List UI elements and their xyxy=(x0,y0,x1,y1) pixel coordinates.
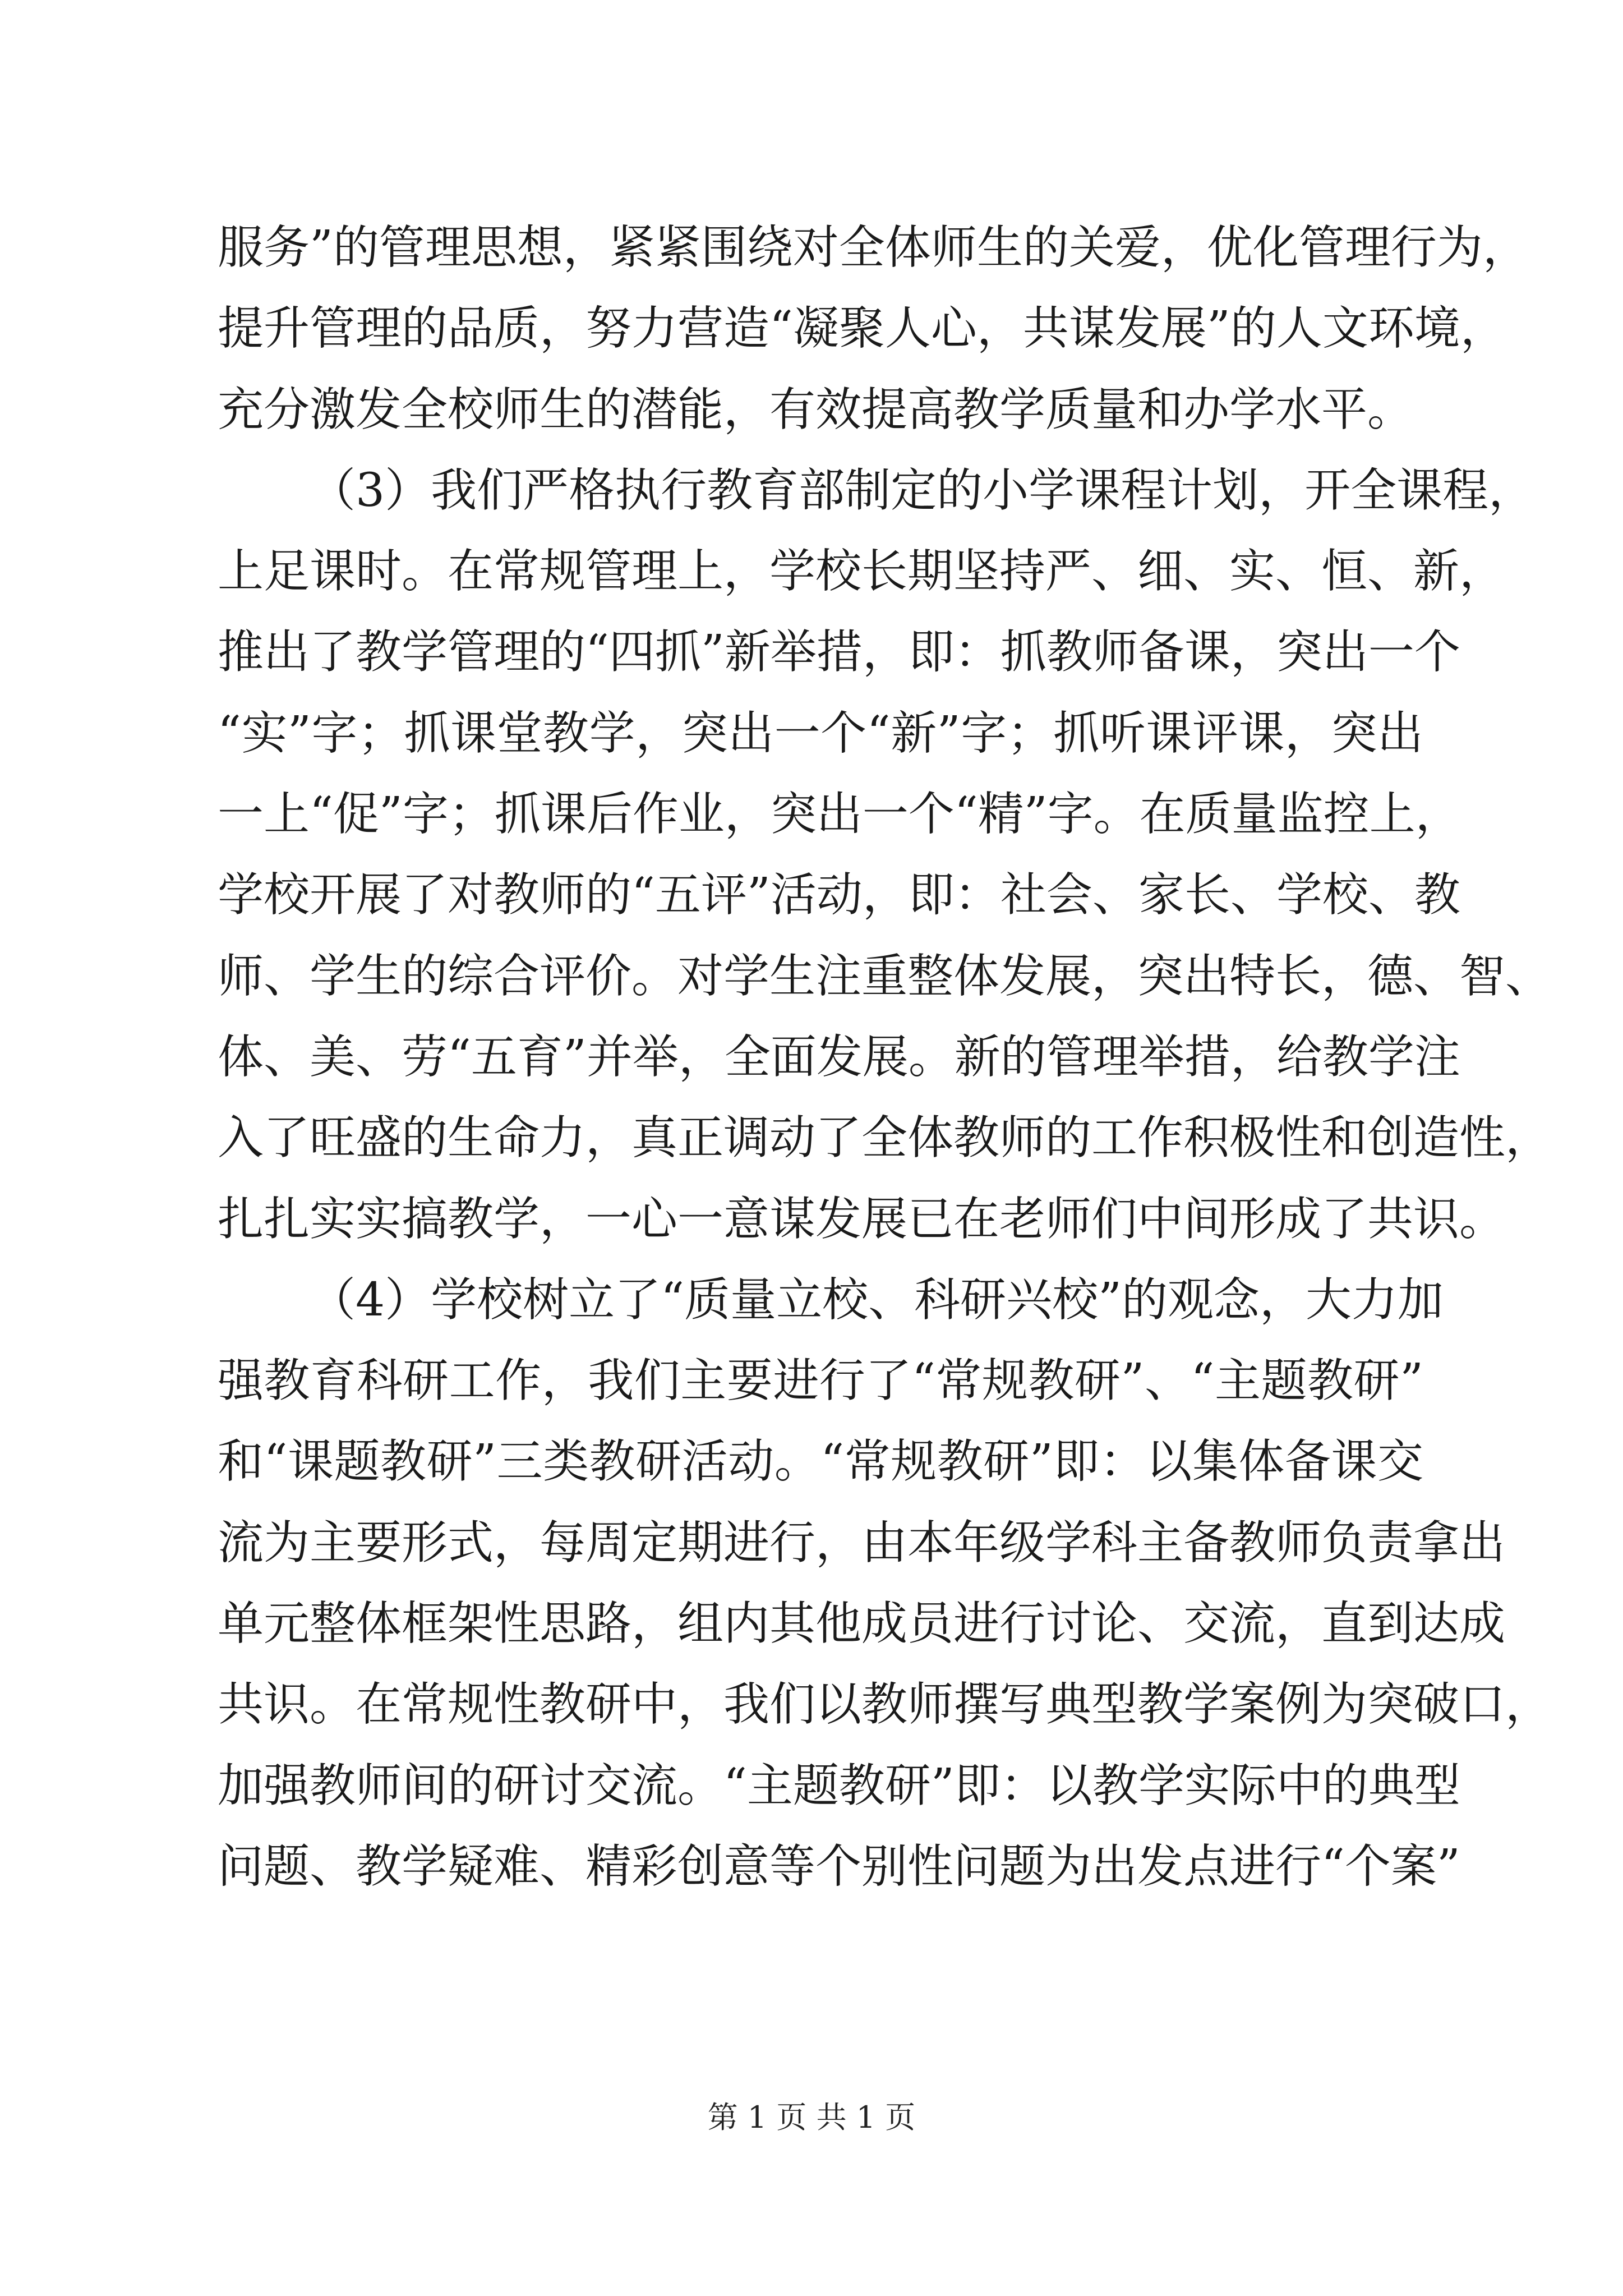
text-line: 扎扎实实搞教学，一心一意谋发展已在老师们中间形成了共识。 xyxy=(218,1192,1506,1246)
text-line: 服务”的管理思想，紧紧围绕对全体师生的关爱，优化管理行为， xyxy=(218,221,1529,274)
text-line: 一上“促”字；抓课后作业，突出一个“精”字。在质量监控上， xyxy=(218,788,1461,841)
text-line: 和“课题教研”三类教研活动。“常规教研”即：以集体备课交 xyxy=(218,1435,1423,1489)
text-line: 加强教师间的研讨交流。“主题教研”即：以教学实际中的典型 xyxy=(218,1759,1460,1812)
text-line: 体、美、劳“五育”并举，全面发展。新的管理举措，给教学注 xyxy=(218,1030,1460,1084)
text-line: 推出了教学管理的“四抓”新举措，即：抓教师备课，突出一个 xyxy=(218,625,1460,679)
text-line: 充分激发全校师生的潜能，有效提高教学质量和办学水平。 xyxy=(218,383,1414,436)
page-footer: 第 1 页 共 1 页 xyxy=(707,2100,916,2135)
text-line: “实”字；抓课堂教学，突出一个“新”字；抓听课评课，突出 xyxy=(218,706,1423,760)
text-line: 学校开展了对教师的“五评”活动，即：社会、家长、学校、教 xyxy=(218,868,1460,922)
text-line: 强教育科研工作，我们主要进行了“常规教研”、“主题教研” xyxy=(218,1354,1423,1408)
text-line: 问题、教学疑难、精彩创意等个别性问题为出发点进行“个案” xyxy=(218,1839,1460,1893)
text-line: 入了旺盛的生命力，真正调动了全体教师的工作积极性和创造性， xyxy=(218,1111,1552,1165)
text-line: （3）我们严格执行教育部制定的小学课程计划，开全课程， xyxy=(310,463,1535,517)
text-line: 流为主要形式，每周定期进行，由本年级学科主备教师负责拿出 xyxy=(218,1516,1506,1570)
text-line: 共识。在常规性教研中，我们以教师撰写典型教学案例为突破口， xyxy=(218,1678,1552,1732)
text-line: 提升管理的品质，努力营造“凝聚人心，共谋发展”的人文环境， xyxy=(218,302,1506,356)
text-line: （4）学校树立了“质量立校、科研兴校”的观念，大力加 xyxy=(310,1273,1444,1327)
text-line: 上足课时。在常规管理上，学校长期坚持严、细、实、恒、新， xyxy=(218,545,1506,599)
text-line: 师、学生的综合评价。对学生注重整体发展，突出特长，德、智、 xyxy=(218,949,1552,1003)
body-text xyxy=(218,208,1552,1907)
text-line: 单元整体框架性思路，组内其他成员进行讨论、交流，直到达成 xyxy=(218,1597,1506,1651)
